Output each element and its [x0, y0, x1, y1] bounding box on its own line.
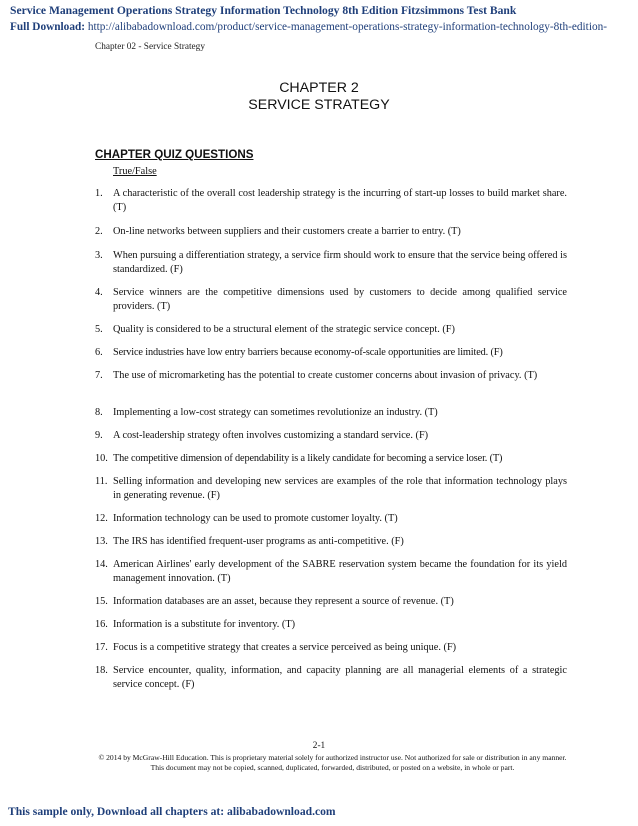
question-item	[95, 595, 567, 609]
question-text: Implementing a low-cost strategy can sometimes revolutionize an industry. (T)	[113, 407, 438, 418]
question-number: 14.	[95, 559, 108, 570]
question-text: A characteristic of the overall cost leadership strategy is the incurring of start-up losses to build market share. (T)	[113, 188, 567, 213]
question-item	[95, 558, 567, 586]
question-text: Information is a substitute for inventory. (T)	[113, 619, 296, 630]
question-number: 5.	[95, 324, 103, 335]
question-item	[95, 664, 567, 692]
question-number: 16.	[95, 619, 108, 630]
download-banner	[10, 21, 638, 33]
question-text: Service encounter, quality, information, and capacity planning are all managerial elements of a strategic service concept. (F)	[113, 665, 567, 690]
question-number: 8.	[95, 407, 103, 418]
question-text: American Airlines' early development of the SABRE reservation system became the foundation for its yield management innovation. (T)	[113, 559, 567, 584]
question-text: The IRS has identified frequent-user programs as anti-competitive. (F)	[113, 536, 404, 547]
question-item	[95, 618, 567, 632]
page-number: 2-1	[312, 741, 326, 751]
question-text: Service industries have low entry barriers because economy-of-scale opportunities are limited. (F)	[113, 347, 503, 358]
copyright-notice: © 2014 by McGraw-Hill Education. This is proprietary material solely for authorized instructor use. Not authorized for sale or distribution in any manner. This document may not be copied, scanned, duplicated, forwarded, distributed, or posted on a website, in whole or part.	[98, 753, 567, 773]
question-item	[95, 323, 567, 337]
question-number: 1.	[95, 188, 103, 199]
question-text: The use of micromarketing has the potential to create customer concerns about invasion of privacy. (T)	[113, 370, 538, 381]
download-label: Full Download:	[10, 21, 86, 33]
question-item	[95, 641, 567, 655]
running-head: Chapter 02 - Service Strategy	[95, 42, 205, 52]
question-number: 9.	[95, 430, 103, 441]
question-item	[95, 249, 567, 277]
question-text: Information technology can be used to promote customer loyalty. (T)	[113, 513, 398, 524]
question-number: 7.	[95, 370, 103, 381]
section-heading: CHAPTER QUIZ QUESTIONS	[95, 148, 254, 161]
question-text: Service winners are the competitive dimensions used by customers to decide among qualified service providers. (T)	[113, 287, 567, 312]
question-item	[95, 187, 567, 215]
question-item	[95, 452, 567, 466]
question-item	[95, 225, 567, 239]
question-item	[95, 346, 567, 360]
question-item	[95, 406, 567, 420]
question-number: 11.	[95, 476, 108, 487]
question-number: 6.	[95, 347, 103, 358]
chapter-number: CHAPTER 2	[279, 80, 359, 96]
question-text: Focus is a competitive strategy that creates a service perceived as being unique. (F)	[113, 642, 457, 653]
question-number: 4.	[95, 287, 103, 298]
question-item	[95, 535, 567, 549]
chapter-title: SERVICE STRATEGY	[248, 97, 390, 113]
chapter-heading	[0, 80, 638, 114]
question-number: 2.	[95, 226, 103, 237]
question-item	[95, 475, 567, 503]
question-text: When pursuing a differentiation strategy, a service firm should work to ensure that the service being offered is standardized. (F)	[113, 250, 567, 275]
question-number: 12.	[95, 513, 108, 524]
download-link[interactable]: http://alibabadownload.com/product/service-management-operations-strategy-information-technology-8th-edition-	[87, 21, 608, 33]
question-item	[95, 429, 567, 443]
question-number: 13.	[95, 536, 108, 547]
question-item	[95, 369, 567, 383]
question-text: Information databases are an asset, because they represent a source of revenue. (T)	[113, 596, 454, 607]
subheading: True/False	[113, 166, 157, 177]
question-item	[95, 286, 567, 314]
question-number: 3.	[95, 250, 103, 261]
footer-banner[interactable]: This sample only, Download all chapters at: alibabadownload.com	[8, 805, 336, 818]
question-number: 18.	[95, 665, 108, 676]
question-text: A cost-leadership strategy often involves customizing a standard service. (F)	[113, 430, 429, 441]
question-text: Quality is considered to be a structural element of the strategic service concept. (F)	[113, 324, 455, 335]
question-item	[95, 512, 567, 526]
question-text: On-line networks between suppliers and their customers create a barrier to entry. (T)	[113, 226, 461, 237]
question-text: Selling information and developing new services are examples of the role that information technology plays in generating revenue. (F)	[113, 476, 567, 501]
question-number: 10.	[95, 453, 108, 464]
question-text: The competitive dimension of dependability is a likely candidate for becoming a service loser. (T)	[113, 453, 503, 464]
banner-title: Service Management Operations Strategy Information Technology 8th Edition Fitzsimmons Test Bank	[10, 4, 517, 17]
question-number: 17.	[95, 642, 108, 653]
question-number: 15.	[95, 596, 108, 607]
